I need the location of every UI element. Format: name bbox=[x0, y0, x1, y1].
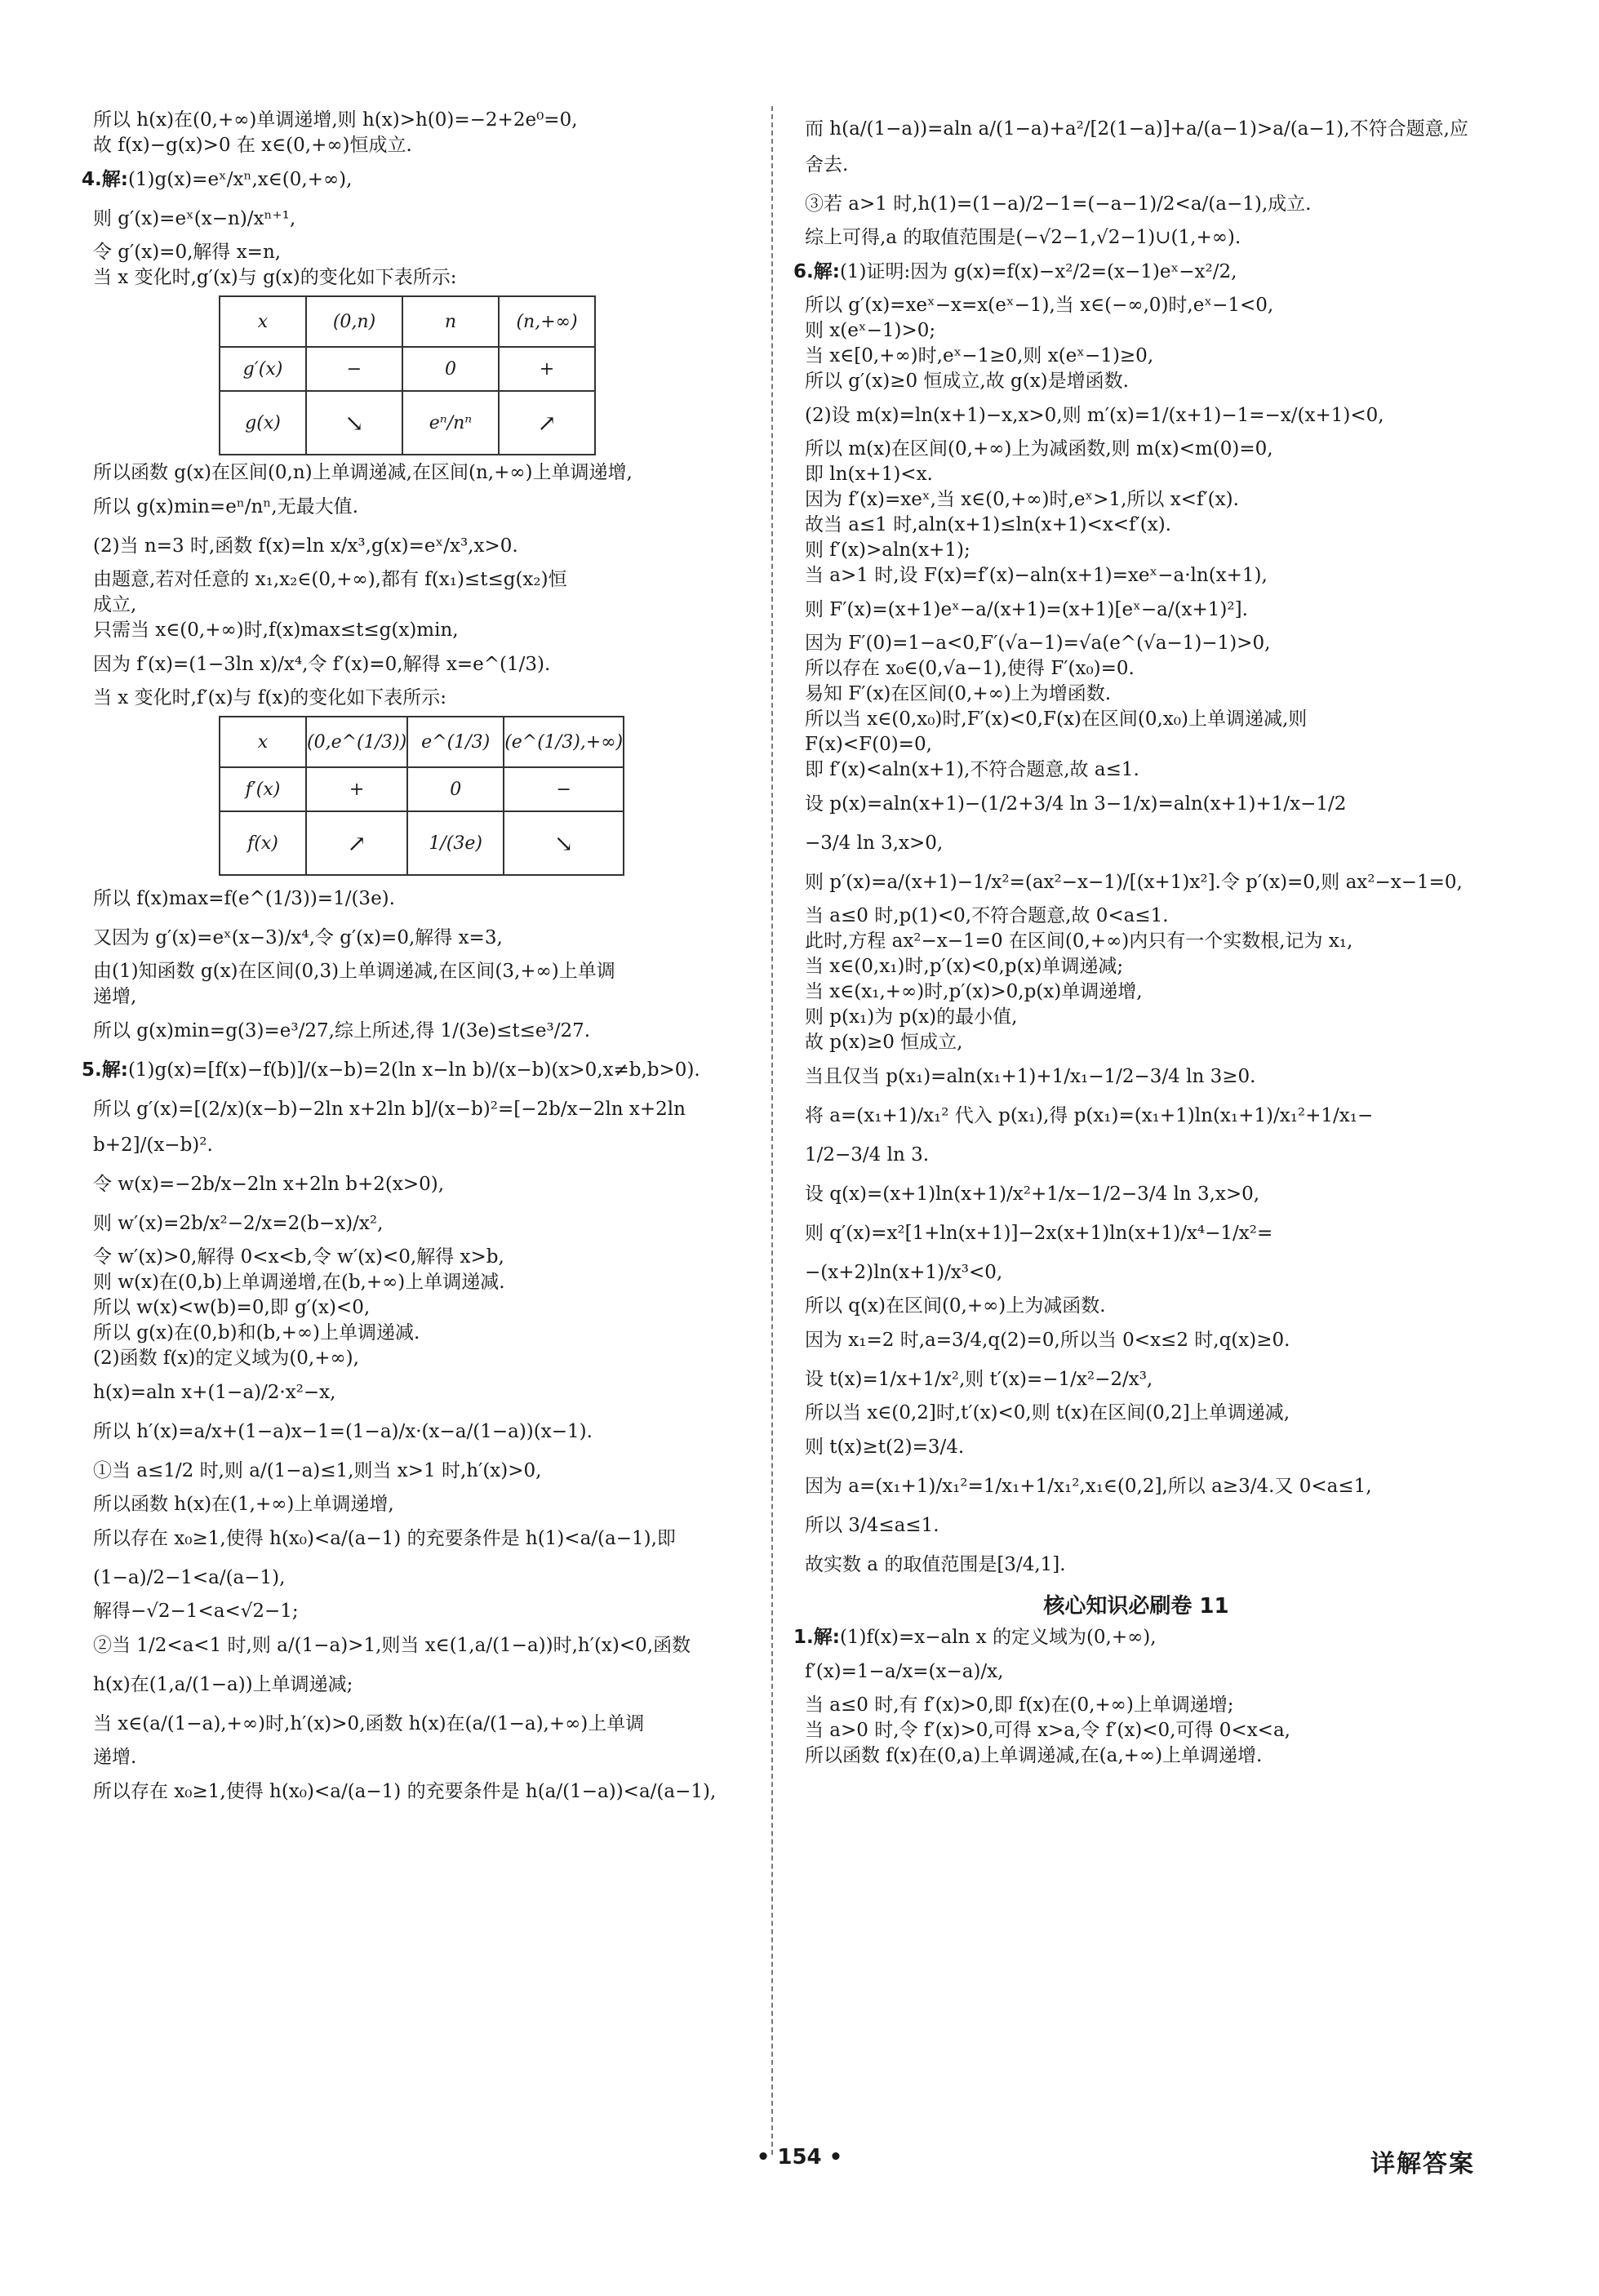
text-line: 所以 h(x)在(0,+∞)单调递增,则 h(x)>h(0)=−2+2e⁰=0, bbox=[93, 109, 578, 131]
text-line: 则 w′(x)=2b/x²−2/x=2(b−x)/x², bbox=[93, 1213, 384, 1234]
text-line: ①当 a≤1/2 时,则 a/(1−a)≤1,则当 x>1 时,h′(x)>0, bbox=[93, 1460, 542, 1481]
text-line: f′(x)=1−a/x=(x−a)/x, bbox=[805, 1661, 1004, 1682]
table-cell: x bbox=[220, 717, 306, 767]
text-line: 则 p′(x)=a/(x+1)−1/x²=(ax²−x−1)/[(x+1)x²].令 p′(x)=0,则 ax²−x−1=0, bbox=[805, 872, 1463, 893]
text-line: 递增, bbox=[93, 986, 137, 1007]
arrow-up-right-icon: ↗ bbox=[499, 391, 595, 455]
text-line: 则 f′(x)>aln(x+1); bbox=[805, 540, 971, 561]
text-line: (2)当 n=3 时,函数 f(x)=ln x/x³,g(x)=eˣ/x³,x>0. bbox=[93, 535, 518, 557]
text-line: 所以 f(x)max=f(e^(1/3))=1/(3e). bbox=[93, 888, 395, 909]
table-cell: (e^(1/3),+∞) bbox=[504, 717, 624, 767]
text-line: 由(1)知函数 g(x)在区间(0,3)上单调递减,在区间(3,+∞)上单调 bbox=[93, 961, 615, 982]
text-line: 当 a>1 时,设 F(x)=f′(x)−aln(x+1)=xeˣ−a·ln(x+1), bbox=[805, 565, 1268, 586]
text-line: 易知 F′(x)在区间(0,+∞)上为增函数. bbox=[805, 683, 1112, 704]
text-line: 因为 F′(0)=1−a<0,F′(√a−1)=√a(e^(√a−1)−1)>0, bbox=[805, 633, 1271, 654]
table-cell: x bbox=[220, 296, 306, 347]
table-cell: g′(x) bbox=[220, 347, 306, 391]
table-cell: + bbox=[306, 767, 407, 811]
question-number: 1.解: bbox=[793, 1627, 840, 1648]
text-line: 当 a>0 时,令 f′(x)>0,可得 x>a,令 f′(x)<0,可得 0<x<a, bbox=[805, 1720, 1290, 1741]
text-line: h(x)=aln x+(1−a)/2·x²−x, bbox=[93, 1382, 336, 1403]
text-line: 所以 g′(x)=xeˣ−x=x(eˣ−1),当 x∈(−∞,0)时,eˣ−1<0, bbox=[805, 295, 1274, 316]
text-span: (1)g(x)=[f(x)−f(b)]/(x−b)=2(ln x−ln b)/(x−b)(x>0,x≠b,b>0). bbox=[127, 1059, 700, 1081]
text-line: (2)设 m(x)=ln(x+1)−x,x>0,则 m′(x)=1/(x+1)−1=−x/(x+1)<0, bbox=[805, 405, 1384, 426]
text-line: 因为 f′(x)=xeˣ,当 x∈(0,+∞)时,eˣ>1,所以 x<f′(x). bbox=[805, 489, 1239, 510]
text-line: ②当 1/2<a<1 时,则 a/(1−a)>1,则当 x∈(1,a/(1−a))时,h′(x)<0,函数 bbox=[93, 1635, 691, 1656]
text-line: 所以存在 x₀∈(0,√a−1),使得 F′(x₀)=0. bbox=[805, 658, 1135, 679]
table-cell: g(x) bbox=[220, 391, 306, 455]
text-line: 所以 3/4≤a≤1. bbox=[805, 1515, 939, 1536]
text-line: 当 x 变化时,g′(x)与 g(x)的变化如下表所示: bbox=[93, 267, 457, 288]
text-line: 当 x∈[0,+∞)时,eˣ−1≥0,则 x(eˣ−1)≥0, bbox=[805, 345, 1154, 366]
arrow-down-right-icon: ↘ bbox=[504, 811, 624, 875]
text-line: 成立, bbox=[93, 594, 137, 615]
question-6-line bbox=[793, 254, 1479, 290]
text-line: 令 w(x)=−2b/x−2ln x+2ln b+2(x>0), bbox=[93, 1174, 445, 1195]
left-column bbox=[82, 108, 767, 1813]
text-line: 此时,方程 ax²−x−1=0 在区间(0,+∞)内只有一个实数根,记为 x₁, bbox=[805, 930, 1353, 952]
text-line: 所以 m(x)在区间(0,+∞)上为减函数,则 m(x)<m(0)=0, bbox=[805, 438, 1273, 460]
arrow-up-right-icon: ↗ bbox=[306, 811, 407, 875]
text-line: 故实数 a 的取值范围是[3/4,1]. bbox=[805, 1554, 1066, 1575]
text-line: 只需当 x∈(0,+∞)时,f(x)max≤t≤g(x)min, bbox=[93, 620, 459, 641]
text-line: 令 w′(x)>0,解得 0<x<b,令 w′(x)<0,解得 x>b, bbox=[93, 1246, 504, 1268]
text-line: 当 a≤0 时,有 f′(x)>0,即 f(x)在(0,+∞)上单调递增; bbox=[805, 1694, 1234, 1716]
text-line: 所以函数 g(x)在区间(0,n)上单调递减,在区间(n,+∞)上单调递增, bbox=[93, 462, 633, 483]
text-line: 故 p(x)≥0 恒成立, bbox=[805, 1032, 963, 1053]
table-cell: (0,e^(1/3)) bbox=[306, 717, 407, 767]
table-cell: + bbox=[499, 347, 595, 391]
text-line: 所以当 x∈(0,x₀)时,F′(x)<0,F(x)在区间(0,x₀)上单调递减,则 bbox=[805, 708, 1308, 730]
text-line: 当 x∈(x₁,+∞)时,p′(x)>0,p(x)单调递增, bbox=[805, 981, 1143, 1002]
section-title: 核心知识必刷卷 11 bbox=[1043, 1594, 1229, 1619]
table-cell: − bbox=[504, 767, 624, 811]
text-line: 所以 g′(x)≥0 恒成立,故 g(x)是增函数. bbox=[805, 371, 1129, 392]
text-line: 设 p(x)=aln(x+1)−(1/2+3/4 ln 3−1/x)=aln(x+1)+1/x−1/2 bbox=[805, 793, 1347, 815]
text-line: 当且仅当 p(x₁)=aln(x₁+1)+1/x₁−1/2−3/4 ln 3≥0. bbox=[805, 1066, 1256, 1087]
text-line: 因为 x₁=2 时,a=3/4,q(2)=0,所以当 0<x≤2 时,q(x)≥0. bbox=[805, 1330, 1290, 1351]
text-line: 因为 a=(x₁+1)/x₁²=1/x₁+1/x₁²,x₁∈(0,2],所以 a≥3/4.又 0<a≤1, bbox=[805, 1476, 1372, 1497]
text-line: 将 a=(x₁+1)/x₁² 代入 p(x₁),得 p(x₁)=(x₁+1)ln(x₁+1)/x₁²+1/x₁− bbox=[805, 1105, 1374, 1126]
text-line: ③若 a>1 时,h(1)=(1−a)/2−1=(−a−1)/2<a/(a−1),成立. bbox=[805, 193, 1312, 215]
question-number: 6.解: bbox=[793, 261, 840, 282]
text-line: F(x)<F(0)=0, bbox=[805, 734, 932, 755]
text-line: 当 x 变化时,f′(x)与 f(x)的变化如下表所示: bbox=[93, 687, 447, 708]
text-line: 则 p(x₁)为 p(x)的最小值, bbox=[805, 1006, 1018, 1028]
text-line: 则 x(eˣ−1)>0; bbox=[805, 320, 936, 341]
arrow-down-right-icon: ↘ bbox=[306, 391, 402, 455]
text-span: (1)f(x)=x−aln x 的定义域为(0,+∞), bbox=[839, 1627, 1157, 1648]
text-line: 所以 g(x)min=eⁿ/nⁿ,无最大值. bbox=[93, 496, 358, 517]
text-line: (1−a)/2−1<a/(a−1), bbox=[93, 1567, 286, 1588]
variation-table-2 bbox=[219, 716, 624, 876]
text-line: −(x+2)ln(x+1)/x³<0, bbox=[805, 1262, 1003, 1283]
text-line: 则 F′(x)=(x+1)eˣ−a/(x+1)=(x+1)[eˣ−a/(x+1)²]. bbox=[805, 599, 1248, 620]
table-cell: n bbox=[402, 296, 499, 347]
text-line: −3/4 ln 3,x>0, bbox=[805, 833, 944, 854]
text-line: 即 ln(x+1)<x. bbox=[805, 464, 933, 485]
footer-label: 详解答案 bbox=[1370, 2150, 1475, 2178]
text-line: 解得−√2−1<a<√2−1; bbox=[93, 1601, 299, 1622]
table-cell: − bbox=[306, 347, 402, 391]
text-line: 又因为 g′(x)=eˣ(x−3)/x⁴,令 g′(x)=0,解得 x=3, bbox=[93, 927, 503, 948]
question-5-line bbox=[82, 1052, 767, 1088]
text-span: (1)证明:因为 g(x)=f(x)−x²/2=(x−1)eˣ−x²/2, bbox=[839, 261, 1237, 282]
text-line: 因为 f′(x)=(1−3ln x)/x⁴,令 f′(x)=0,解得 x=e^(1/3). bbox=[93, 654, 551, 675]
question-1-line bbox=[793, 1625, 1479, 1650]
text-line: 当 a≤0 时,p(1)<0,不符合题意,故 0<a≤1. bbox=[805, 905, 1169, 926]
text-line: 所以存在 x₀≥1,使得 h(x₀)<a/(a−1) 的充要条件是 h(1)<a/(a−1),即 bbox=[93, 1528, 676, 1549]
text-line: 所以函数 h(x)在(1,+∞)上单调递增, bbox=[93, 1494, 394, 1515]
text-line: 则 q′(x)=x²[1+ln(x+1)]−2x(x+1)ln(x+1)/x⁴−1/x²= bbox=[805, 1223, 1273, 1244]
text-line: 所以当 x∈(0,2]时,t′(x)<0,则 t(x)在区间(0,2]上单调递减, bbox=[805, 1402, 1290, 1423]
table-cell: f′(x) bbox=[220, 767, 306, 811]
table-cell: (n,+∞) bbox=[499, 296, 595, 347]
table-cell: eⁿ/nⁿ bbox=[402, 391, 499, 455]
text-line: 所以函数 f(x)在(0,a)上单调递减,在(a,+∞)上单调递增. bbox=[805, 1745, 1263, 1766]
text-line: 综上可得,a 的取值范围是(−√2−1,√2−1)∪(1,+∞). bbox=[805, 227, 1241, 248]
text-span: (1)g(x)=eˣ/xⁿ,x∈(0,+∞), bbox=[127, 169, 353, 190]
text-line: 而 h(a/(1−a))=aln a/(1−a)+a²/[2(1−a)]+a/(a−1)>a/(a−1),不符合题意,应舍去. bbox=[805, 118, 1468, 175]
text-line: 当 x∈(a/(1−a),+∞)时,h′(x)>0,函数 h(x)在(a/(1−a),+∞)上单调 bbox=[93, 1713, 645, 1734]
text-line: 令 g′(x)=0,解得 x=n, bbox=[93, 242, 282, 263]
table-cell: e^(1/3) bbox=[407, 717, 504, 767]
text-line: 所以 q(x)在区间(0,+∞)上为减函数. bbox=[805, 1295, 1106, 1317]
text-line: 1/2−3/4 ln 3. bbox=[805, 1144, 930, 1166]
text-line: h(x)在(1,a/(1−a))上单调递减; bbox=[93, 1674, 353, 1695]
table-cell: 1/(3e) bbox=[407, 811, 504, 875]
text-line: 递增. bbox=[93, 1747, 137, 1768]
text-line: 由题意,若对任意的 x₁,x₂∈(0,+∞),都有 f(x₁)≤t≤g(x₂)恒 bbox=[93, 569, 567, 590]
text-line: 所以 g(x)min=g(3)=e³/27,综上所述,得 1/(3e)≤t≤e³/27. bbox=[93, 1020, 591, 1041]
text-line: 即 f′(x)<aln(x+1),不符合题意,故 a≤1. bbox=[805, 759, 1139, 780]
text-line: 所以存在 x₀≥1,使得 h(x₀)<a/(a−1) 的充要条件是 h(a/(1−a))<a/(a−1), bbox=[93, 1781, 717, 1802]
text-line: 设 q(x)=(x+1)ln(x+1)/x²+1/x−1/2−3/4 ln 3,x>0, bbox=[805, 1184, 1260, 1205]
right-column bbox=[793, 108, 1479, 1769]
text-line: 故当 a≤1 时,aln(x+1)≤ln(x+1)<x<f′(x). bbox=[805, 514, 1171, 535]
table-cell: 0 bbox=[407, 767, 504, 811]
variation-table-1 bbox=[219, 295, 596, 455]
question-4-line bbox=[82, 162, 767, 198]
text-line: 则 t(x)≥t(2)=3/4. bbox=[805, 1437, 965, 1458]
question-number: 4.解: bbox=[82, 169, 128, 190]
text-line: 所以 h′(x)=a/x+(1−a)x−1=(1−a)/x·(x−a/(1−a))(x−1). bbox=[93, 1421, 593, 1442]
text-line: 当 x∈(0,x₁)时,p′(x)<0,p(x)单调递减; bbox=[805, 956, 1124, 977]
text-line: 所以 g′(x)=[(2/x)(x−b)−2ln x+2ln b]/(x−b)²=[−2b/x−2ln x+2ln b+2]/(x−b)². bbox=[93, 1099, 692, 1156]
column-divider bbox=[771, 106, 773, 2155]
text-line: 所以 w(x)<w(b)=0,即 g′(x)<0, bbox=[93, 1297, 371, 1318]
text-line: 则 w(x)在(0,b)上单调递增,在(b,+∞)上单调递减. bbox=[93, 1272, 505, 1293]
text-line: 故 f(x)−g(x)>0 在 x∈(0,+∞)恒成立. bbox=[93, 135, 412, 156]
question-number: 5.解: bbox=[82, 1059, 128, 1081]
table-cell: f(x) bbox=[220, 811, 306, 875]
page-number: • 154 • bbox=[756, 2145, 843, 2169]
text-line: 则 g′(x)=eˣ(x−n)/xⁿ⁺¹, bbox=[93, 208, 296, 229]
text-line: 设 t(x)=1/x+1/x²,则 t′(x)=−1/x²−2/x³, bbox=[805, 1369, 1153, 1390]
text-line: (2)函数 f(x)的定义域为(0,+∞), bbox=[93, 1348, 359, 1369]
table-cell: (0,n) bbox=[306, 296, 402, 347]
table-cell: 0 bbox=[402, 347, 499, 391]
text-line: 所以 g(x)在(0,b)和(b,+∞)上单调递减. bbox=[93, 1322, 420, 1343]
